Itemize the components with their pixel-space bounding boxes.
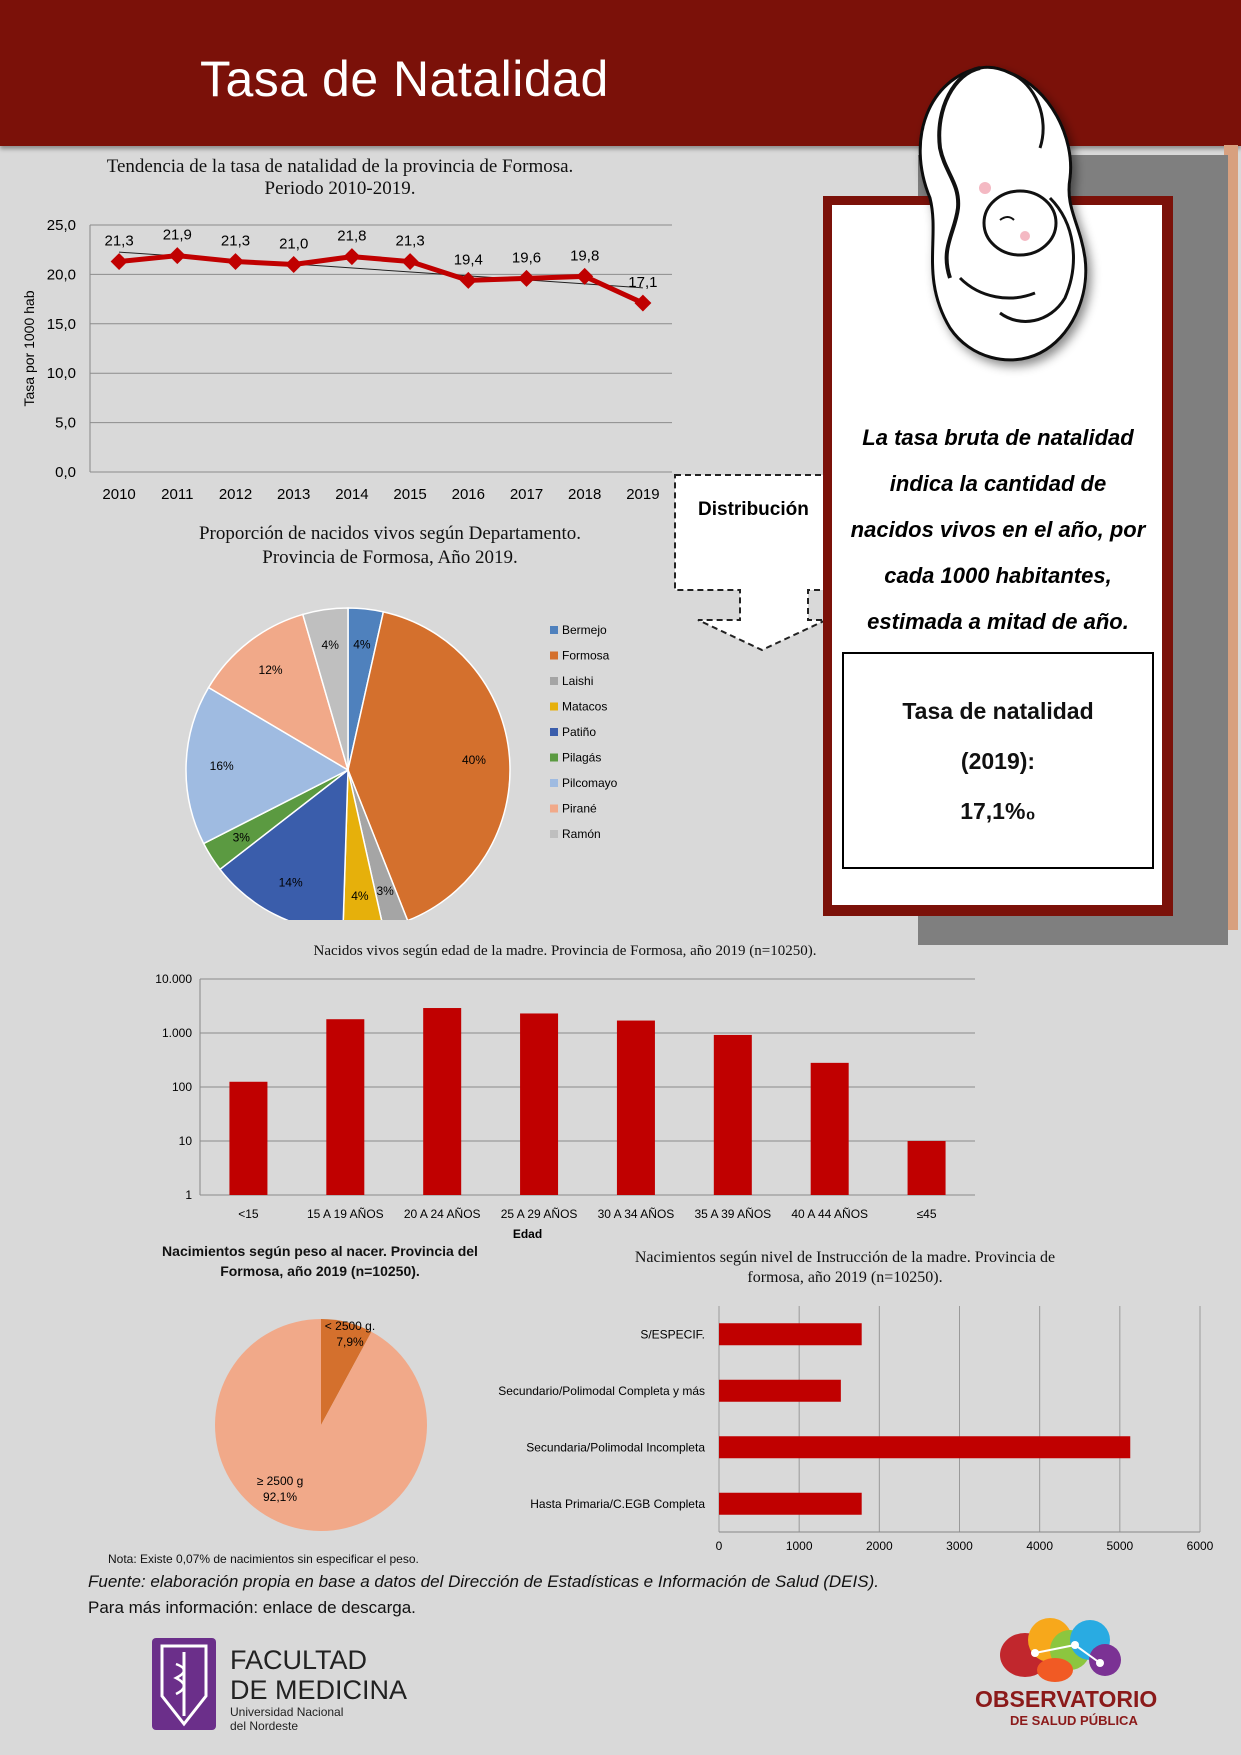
age-bar	[908, 1141, 946, 1195]
age-x-tick: 35 A 39 AÑOS	[694, 1207, 772, 1221]
page-title: Tasa de Natalidad	[200, 51, 609, 107]
trend-x-tick: 2010	[102, 486, 136, 503]
age-bar	[229, 1082, 267, 1195]
dept-data-label: 12%	[258, 663, 283, 678]
dept-legend-label: Matacos	[562, 699, 608, 714]
dept-data-label: 40%	[461, 753, 486, 768]
facultad-medicina-logo	[150, 1636, 430, 1736]
trend-x-tick: 2016	[451, 486, 485, 503]
age-x-tick: 15 A 19 AÑOS	[306, 1207, 384, 1221]
weight-data-label: 92,1%	[262, 1490, 298, 1504]
trend-y-tick: 20,0	[46, 266, 76, 284]
age-bar	[617, 1021, 655, 1195]
trend-data-label: 21,3	[104, 232, 134, 250]
dept-legend-label: Pilagás	[562, 750, 602, 765]
age-bar-chart	[120, 965, 1000, 1245]
edu-bar	[719, 1493, 862, 1515]
edu-bar	[719, 1323, 862, 1345]
age-bar	[326, 1019, 364, 1195]
age-x-tick: 25 A 29 AÑOS	[500, 1207, 578, 1221]
age-bar	[811, 1063, 849, 1195]
edu-x-tick: 0	[715, 1539, 723, 1553]
dept-legend-label: Pilcomayo	[562, 776, 618, 790]
edu-y-tick: Secundario/Polimodal Completa y más	[498, 1383, 705, 1398]
age-x-tick: ≤45	[916, 1207, 937, 1221]
dept-data-label: 16%	[209, 759, 234, 774]
trend-data-label: 19,4	[453, 251, 483, 269]
mother-baby-icon	[900, 48, 1110, 378]
age-bar	[520, 1013, 558, 1195]
obs-line1: OBSERVATORIO	[975, 1686, 1158, 1712]
trend-data-label: 21,8	[337, 227, 367, 245]
dept-legend-label: Pirané	[562, 801, 597, 816]
observatorio-logo	[965, 1605, 1175, 1730]
trend-point	[227, 253, 244, 270]
dept-legend-label: Laishi	[562, 674, 594, 688]
dept-legend-swatch	[550, 779, 558, 787]
obs-line2: DE SALUD PÚBLICA	[1010, 1713, 1138, 1728]
dept-legend-swatch	[550, 652, 558, 660]
fac-sub2: del Nordeste	[230, 1719, 299, 1733]
trend-data-label: 19,6	[511, 249, 542, 267]
trend-x-tick: 2011	[161, 486, 194, 503]
trend-y-tick: 25,0	[46, 217, 76, 234]
trend-point	[576, 268, 593, 285]
trend-point	[518, 270, 535, 287]
rate-value: 17,1%₀	[960, 798, 1036, 824]
age-y-tick: 10.000	[155, 972, 192, 986]
trend-point	[343, 248, 360, 265]
rate-box	[842, 652, 1154, 869]
edu-x-tick: 1000	[785, 1539, 813, 1553]
dept-legend-swatch	[550, 754, 558, 762]
dept-data-label: 4%	[353, 637, 371, 652]
dept-legend-swatch	[550, 830, 558, 838]
weight-label: < 2500 g.	[324, 1319, 376, 1333]
age-bar	[423, 1008, 461, 1195]
age-chart-title: Nacidos vivos según edad de la madre. Provincia de Formosa, año 2019 (n=10250).	[313, 943, 817, 959]
dept-legend-swatch	[550, 626, 558, 634]
age-x-label: Edad	[512, 1227, 543, 1241]
trend-series-line	[119, 256, 643, 303]
trend-x-tick: 2013	[277, 486, 311, 503]
rate-label: Tasa de natalidad	[902, 698, 1094, 724]
trend-y-tick: 15,0	[46, 315, 76, 333]
trend-point	[634, 295, 651, 312]
trend-point	[402, 253, 419, 270]
trend-y-label: Tasa por 1000 hab	[21, 290, 37, 407]
age-bar	[714, 1035, 752, 1195]
edu-y-tick: Hasta Primaria/C.EGB Completa	[530, 1496, 705, 1511]
dept-legend-label: Bermejo	[562, 623, 607, 637]
trend-x-tick: 2019	[626, 486, 660, 503]
dept-legend-swatch	[550, 677, 558, 685]
age-x-tick: 30 A 34 AÑOS	[597, 1207, 675, 1221]
age-y-tick: 100	[171, 1080, 192, 1094]
edu-x-tick: 2000	[865, 1539, 893, 1553]
weight-slice	[215, 1319, 427, 1531]
age-x-tick: 40 A 44 AÑOS	[791, 1207, 869, 1221]
trend-x-tick: 2012	[218, 486, 253, 503]
education-chart-title: Nacimientos según nivel de Instrucción de la madre. Provincia de formosa, año 2019 (n=10250).	[634, 1249, 1056, 1286]
edu-bar	[719, 1436, 1130, 1458]
trend-y-tick: 10,0	[46, 365, 76, 383]
trend-data-label: 21,3	[395, 232, 425, 250]
age-x-tick: <15	[238, 1207, 259, 1221]
trend-point	[169, 247, 186, 264]
dept-data-label: 14%	[278, 875, 303, 890]
trend-chart-title: Tendencia de la tasa de natalidad de la provincia de Formosa. Periodo 2010-2019.	[106, 156, 574, 199]
dept-data-label: 4%	[321, 637, 339, 652]
dept-data-label: 3%	[232, 830, 250, 845]
definition-text: La tasa bruta de natalidad indica la cantidad de nacidos vivos en el año, por cada 1000 habitantes, estimada a mitad de año.	[850, 425, 1146, 634]
dept-legend-swatch	[550, 728, 558, 736]
fac-line1: FACULTAD	[230, 1645, 368, 1675]
dept-pie-chart	[150, 570, 650, 920]
edu-x-tick: 6000	[1186, 1539, 1214, 1553]
trend-data-label: 21,3	[220, 232, 251, 250]
dept-chart-title: Proporción de nacidos vivos según Departamento. Provincia de Formosa, Año 2019.	[198, 523, 582, 568]
dept-legend-label: Ramón	[562, 827, 601, 841]
trend-x-tick: 2015	[393, 486, 427, 503]
dept-legend-swatch	[550, 805, 558, 813]
weight-label: ≥ 2500 g	[256, 1474, 304, 1488]
dept-legend-swatch	[550, 703, 558, 711]
dept-legend-label: Formosa	[562, 648, 610, 663]
trend-x-tick: 2014	[335, 486, 369, 503]
dept-data-label: 4%	[351, 888, 369, 903]
trend-x-tick: 2017	[509, 486, 544, 503]
edu-y-tick: Secundaria/Polimodal Incompleta	[526, 1440, 705, 1455]
dept-legend-label: Patiño	[562, 725, 597, 739]
source-note: Fuente: elaboración propia en base a datos del Dirección de Estadísticas e Información de Salud (DEIS).	[88, 1572, 879, 1591]
fac-sub1: Universidad Nacional	[230, 1705, 344, 1719]
weight-chart-title: Nacimientos según peso al nacer. Provincia del Formosa, año 2019 (n=10250).	[162, 1243, 478, 1279]
education-bar-chart	[440, 1290, 1240, 1565]
trend-data-label: 17,1	[628, 274, 658, 292]
trend-data-label: 19,8	[570, 247, 600, 265]
dept-data-label: 3%	[376, 883, 394, 898]
trend-line-chart	[0, 195, 690, 515]
trend-y-tick: 0,0	[55, 464, 76, 481]
edu-x-tick: 3000	[946, 1539, 973, 1553]
rate-year: (2019):	[960, 748, 1036, 774]
weight-data-label: 7,9%	[336, 1335, 364, 1349]
weight-pie-chart	[200, 1305, 440, 1545]
distribucion-label: Distribución	[698, 499, 809, 520]
weight-note: Nota: Existe 0,07% de nacimientos sin especificar el peso.	[108, 1552, 419, 1566]
edu-bar	[719, 1380, 841, 1402]
age-y-tick: 1	[185, 1188, 192, 1202]
edu-y-tick: S/ESPECIF.	[640, 1327, 705, 1342]
edu-x-tick: 4000	[1026, 1539, 1054, 1553]
age-x-tick: 20 A 24 AÑOS	[403, 1207, 481, 1221]
trend-point	[111, 253, 128, 270]
trend-point	[285, 256, 302, 273]
trend-data-label: 21,9	[162, 226, 192, 244]
trend-data-label: 21,0	[279, 235, 309, 253]
trend-x-tick: 2018	[568, 486, 602, 503]
age-y-tick: 1.000	[161, 1026, 192, 1040]
more-info-link[interactable]: Para más información: enlace de descarga.	[88, 1598, 416, 1617]
age-y-tick: 10	[178, 1134, 192, 1148]
edu-x-tick: 5000	[1106, 1539, 1134, 1553]
trend-y-tick: 5,0	[55, 414, 76, 432]
fac-line2: DE MEDICINA	[230, 1675, 408, 1705]
